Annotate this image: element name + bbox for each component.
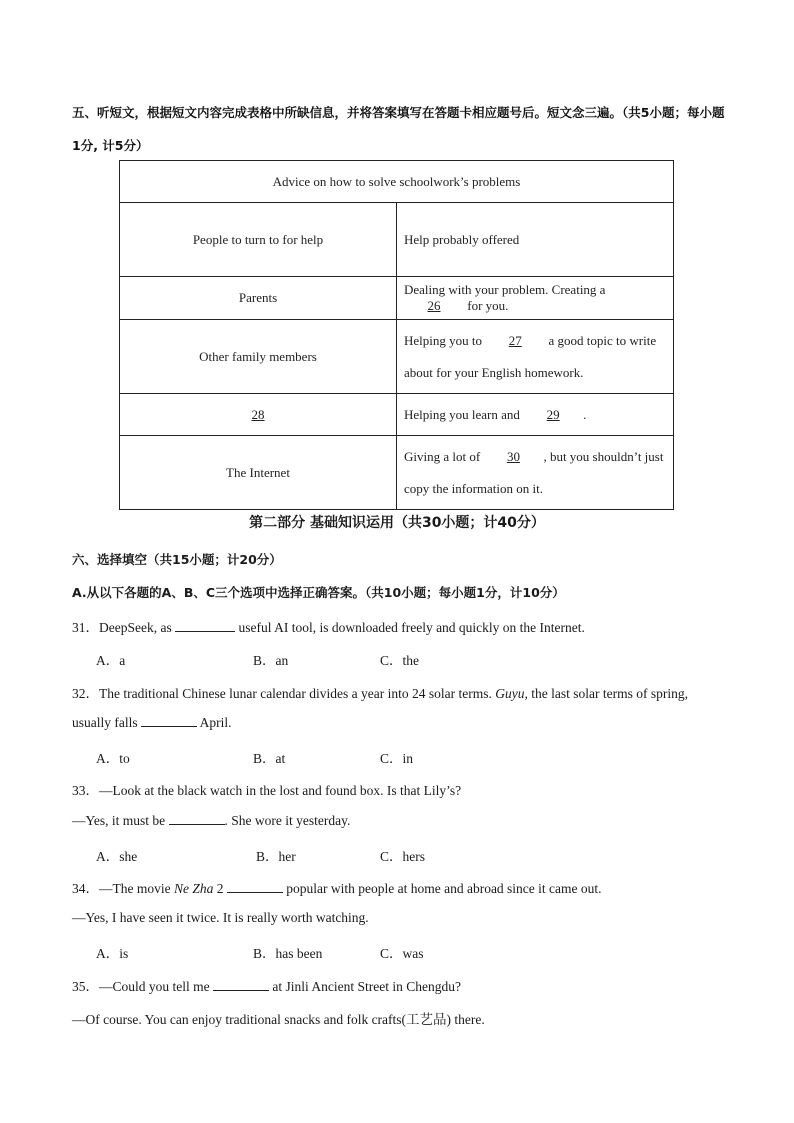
section6-title: 六、选择填空（共15小题；计20分） <box>72 552 282 567</box>
answer-blank: 27 <box>508 332 522 348</box>
question-34-reply: —Yes, I have seen it twice. It is really worth watching. <box>72 910 369 925</box>
table-title: Advice on how to solve schoolwork’s problems <box>120 161 674 203</box>
question-35: 35．—Could you tell me at Jinli Ancient Street in Chengdu? <box>72 979 461 994</box>
question-35-reply: —Of course. You can enjoy traditional snacks and folk crafts(工艺品) there. <box>72 1012 485 1027</box>
fill-blank <box>175 619 235 632</box>
row-family-right: Helping you to 27 a good topic to write about for your English homework. <box>397 320 674 394</box>
row-parents-right: Dealing with your problem. Creating a 26 for you. <box>397 277 674 320</box>
table-row <box>120 436 674 510</box>
table-header-left: People to turn to for help <box>120 203 397 277</box>
option-b: B．at <box>253 751 286 766</box>
question-31: 31．DeepSeek, as useful AI tool, is downloaded freely and quickly on the Internet. <box>72 620 585 635</box>
part2-title: 第二部分 基础知识运用（共30小题；计40分） <box>249 515 545 531</box>
fill-blank <box>227 880 283 893</box>
option-c: C．hers <box>380 849 425 864</box>
answer-blank: 26 <box>427 298 441 313</box>
option-c: C．the <box>380 653 419 668</box>
table-row <box>120 277 674 320</box>
row-family-left: Other family members <box>120 320 397 394</box>
answer-blank: 29 <box>546 406 560 422</box>
option-c: C．was <box>380 946 424 961</box>
table-header-right: Help probably offered <box>397 203 674 277</box>
fill-blank <box>141 714 197 727</box>
option-c: C．in <box>380 751 414 766</box>
option-b: B．her <box>256 849 296 864</box>
section6-subA: A.从以下各题的A、B、C三个选项中选择正确答案。（共10小题；每小题1分，计10分） <box>72 585 565 600</box>
question-34: 34．—The movie Ne Zha 2 popular with people at home and abroad since it came out. <box>72 881 602 896</box>
answer-blank: 30 <box>506 448 520 464</box>
option-a: A．she <box>96 849 138 864</box>
row-parents-left: Parents <box>120 277 397 320</box>
option-b: B．has been <box>253 946 323 961</box>
option-b: B．an <box>253 653 289 668</box>
table-row <box>120 394 674 436</box>
question-32-cont: usually falls April. <box>72 715 232 730</box>
question-33: 33．—Look at the black watch in the lost and found box. Is that Lily’s? <box>72 783 462 798</box>
section5-instruction: 五、听短文，根据短文内容完成表格中所缺信息，并将答案填写在答题卡相应题号后。短文念三遍。（共5小题；每小题1分, 计5分） <box>72 105 725 153</box>
question-33-reply: —Yes, it must be . She wore it yesterday. <box>72 813 351 828</box>
option-a: A．is <box>96 946 129 961</box>
row-blank-left <box>120 394 397 436</box>
option-a: A．to <box>96 751 130 766</box>
row-internet-left: The Internet <box>120 436 397 510</box>
option-a: A．a <box>96 653 126 668</box>
row-blank-right: Helping you learn and 29 . <box>397 394 674 436</box>
fill-blank <box>213 978 269 991</box>
row-internet-right: Giving a lot of 30 , but you shouldn’t just copy the information on it. <box>397 436 674 510</box>
answer-blank: 28 <box>251 406 265 422</box>
question-32: 32．The traditional Chinese lunar calendar divides a year into 24 solar terms. Guyu, the last solar terms of spring, <box>72 686 688 701</box>
fill-blank <box>169 812 225 825</box>
advice-table <box>119 160 674 510</box>
table-row <box>120 320 674 394</box>
